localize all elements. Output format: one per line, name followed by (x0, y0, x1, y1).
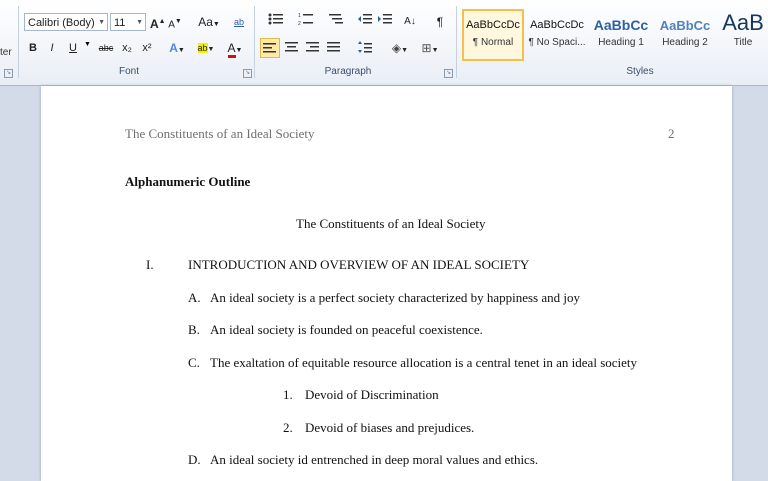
outline-marker: D. (188, 452, 201, 467)
chevron-down-icon: ▼ (84, 41, 91, 48)
align-center-button[interactable] (283, 38, 301, 58)
style-title[interactable] (718, 9, 768, 61)
style-name: ¶ Normal (472, 37, 514, 48)
style-heading-1[interactable] (590, 9, 652, 61)
clear-formatting-button[interactable] (230, 12, 248, 32)
outline-item-roman-1: INTRODUCTION AND OVERVIEW OF AN IDEAL SOCIETY (188, 257, 530, 272)
outline-marker: I. (146, 257, 154, 272)
align-left-button[interactable] (260, 38, 280, 58)
font-name-dropdown[interactable] (24, 13, 108, 31)
style-sample: AaBbCc (593, 17, 649, 33)
bullets-button[interactable] (262, 12, 290, 32)
style-sample: AaB (722, 10, 764, 35)
style-no-spacing[interactable] (526, 9, 588, 61)
line-spacing-icon (358, 41, 372, 53)
highlight-button[interactable]: ab▼ (197, 43, 215, 53)
justify-button[interactable] (325, 38, 343, 58)
style-name: ¶ No Spaci... (528, 37, 586, 48)
style-normal[interactable] (462, 9, 524, 61)
styles-group-label: Styles (626, 66, 654, 77)
paragraph-group-label: Paragraph (324, 66, 372, 77)
document-page[interactable] (41, 86, 732, 481)
divider (254, 6, 255, 78)
justify-icon (327, 41, 341, 53)
style-sample: AaBbCcDc (530, 19, 584, 31)
style-sample: AaBbCc (659, 18, 711, 33)
decrease-indent-button[interactable] (356, 12, 374, 32)
numbering-button[interactable] (292, 12, 320, 32)
sort-button[interactable] (400, 12, 420, 32)
highlighter-icon: ab (197, 43, 208, 53)
superscript-button[interactable]: x² (142, 42, 152, 54)
chevron-down-icon: ▼ (98, 19, 105, 26)
ribbon (0, 0, 768, 86)
divider (456, 6, 457, 78)
align-center-icon (285, 41, 299, 53)
grow-font-icon: A (150, 17, 159, 31)
increase-indent-button[interactable] (376, 12, 394, 32)
style-name: Heading 2 (662, 37, 708, 48)
font-color-button[interactable]: A▼ (224, 38, 246, 58)
page-header-title: The Constituents of an Ideal Society (125, 126, 315, 141)
paragraph-launcher-icon[interactable]: ↘ (445, 70, 452, 76)
page-number: 2 (668, 126, 675, 141)
font-group-label: Font (118, 66, 139, 77)
subscript-button[interactable]: x₂ (122, 42, 132, 54)
divider (18, 6, 19, 78)
strikethrough-button[interactable]: abc (98, 43, 114, 53)
line-spacing-button[interactable] (352, 38, 378, 58)
show-formatting-button[interactable]: ¶ (436, 15, 444, 29)
paint-bucket-icon: ◈ (391, 41, 402, 55)
sort-icon: A↓ (404, 16, 416, 27)
text-effects-icon: A (169, 41, 178, 55)
italic-button[interactable]: I (50, 42, 54, 54)
outline-item-a: An ideal society is a perfect society characterized by happiness and joy (210, 290, 580, 305)
outline-marker: 2. (283, 420, 293, 435)
change-case-icon: Aa (198, 15, 213, 29)
chevron-down-icon: ▼ (136, 19, 143, 26)
outline-item-b: An ideal society is founded on peaceful coexistence. (210, 322, 483, 337)
clipboard-cut-label: ter (0, 47, 12, 58)
style-name: Title (733, 37, 753, 48)
shrink-font-icon: A (168, 19, 175, 31)
outline-marker: C. (188, 355, 200, 370)
outline-title: The Constituents of an Ideal Society (296, 216, 486, 231)
outline-marker: 1. (283, 387, 293, 402)
increase-indent-icon (377, 12, 393, 26)
clear-formatting-icon: ab (233, 17, 244, 27)
style-name: Heading 1 (598, 37, 644, 48)
outline-item-c: The exaltation of equitable resource allocation is a central tenet in an ideal society (210, 355, 638, 370)
bullets-icon (268, 12, 284, 26)
change-case-button[interactable]: Aa▼ (198, 15, 220, 29)
outline-marker: A. (188, 290, 201, 305)
multilevel-list-icon (328, 12, 344, 26)
decrease-indent-icon (357, 12, 373, 26)
borders-icon: ⊞ (421, 41, 432, 55)
font-color-icon: A (228, 41, 236, 58)
outline-marker: B. (188, 322, 200, 337)
svg-text:1: 1 (298, 13, 301, 19)
align-left-icon (263, 42, 277, 54)
style-heading-2[interactable] (654, 9, 716, 61)
bold-button[interactable]: B (29, 42, 37, 54)
clipboard-launcher-icon[interactable]: ↘ (5, 70, 12, 76)
svg-text:2: 2 (298, 21, 301, 26)
grow-font-button[interactable]: A▲ (150, 17, 166, 31)
outline-item-c2: Devoid of biases and prejudices. (305, 420, 475, 435)
outline-item-d: An ideal society id entrenched in deep moral values and ethics. (210, 452, 539, 467)
borders-button[interactable]: ⊞▼ (421, 41, 439, 55)
font-size-dropdown[interactable] (110, 13, 146, 31)
font-name-value: Calibri (Body) (28, 17, 95, 29)
outline-item-c1: Devoid of Discrimination (305, 387, 439, 402)
multilevel-list-button[interactable] (322, 12, 350, 32)
numbering-icon (298, 12, 314, 26)
shading-button[interactable]: ◈▼ (391, 41, 409, 55)
align-right-icon (306, 41, 320, 53)
text-effects-button[interactable]: A▼ (169, 41, 185, 55)
shrink-font-button[interactable]: A▼ (168, 18, 182, 31)
font-launcher-icon[interactable]: ↘ (244, 70, 251, 76)
align-right-button[interactable] (304, 38, 322, 58)
outline-heading: Alphanumeric Outline (125, 174, 251, 189)
font-size-value: 11 (114, 17, 126, 29)
underline-button[interactable]: U (69, 42, 77, 54)
style-sample: AaBbCcDc (466, 19, 520, 31)
